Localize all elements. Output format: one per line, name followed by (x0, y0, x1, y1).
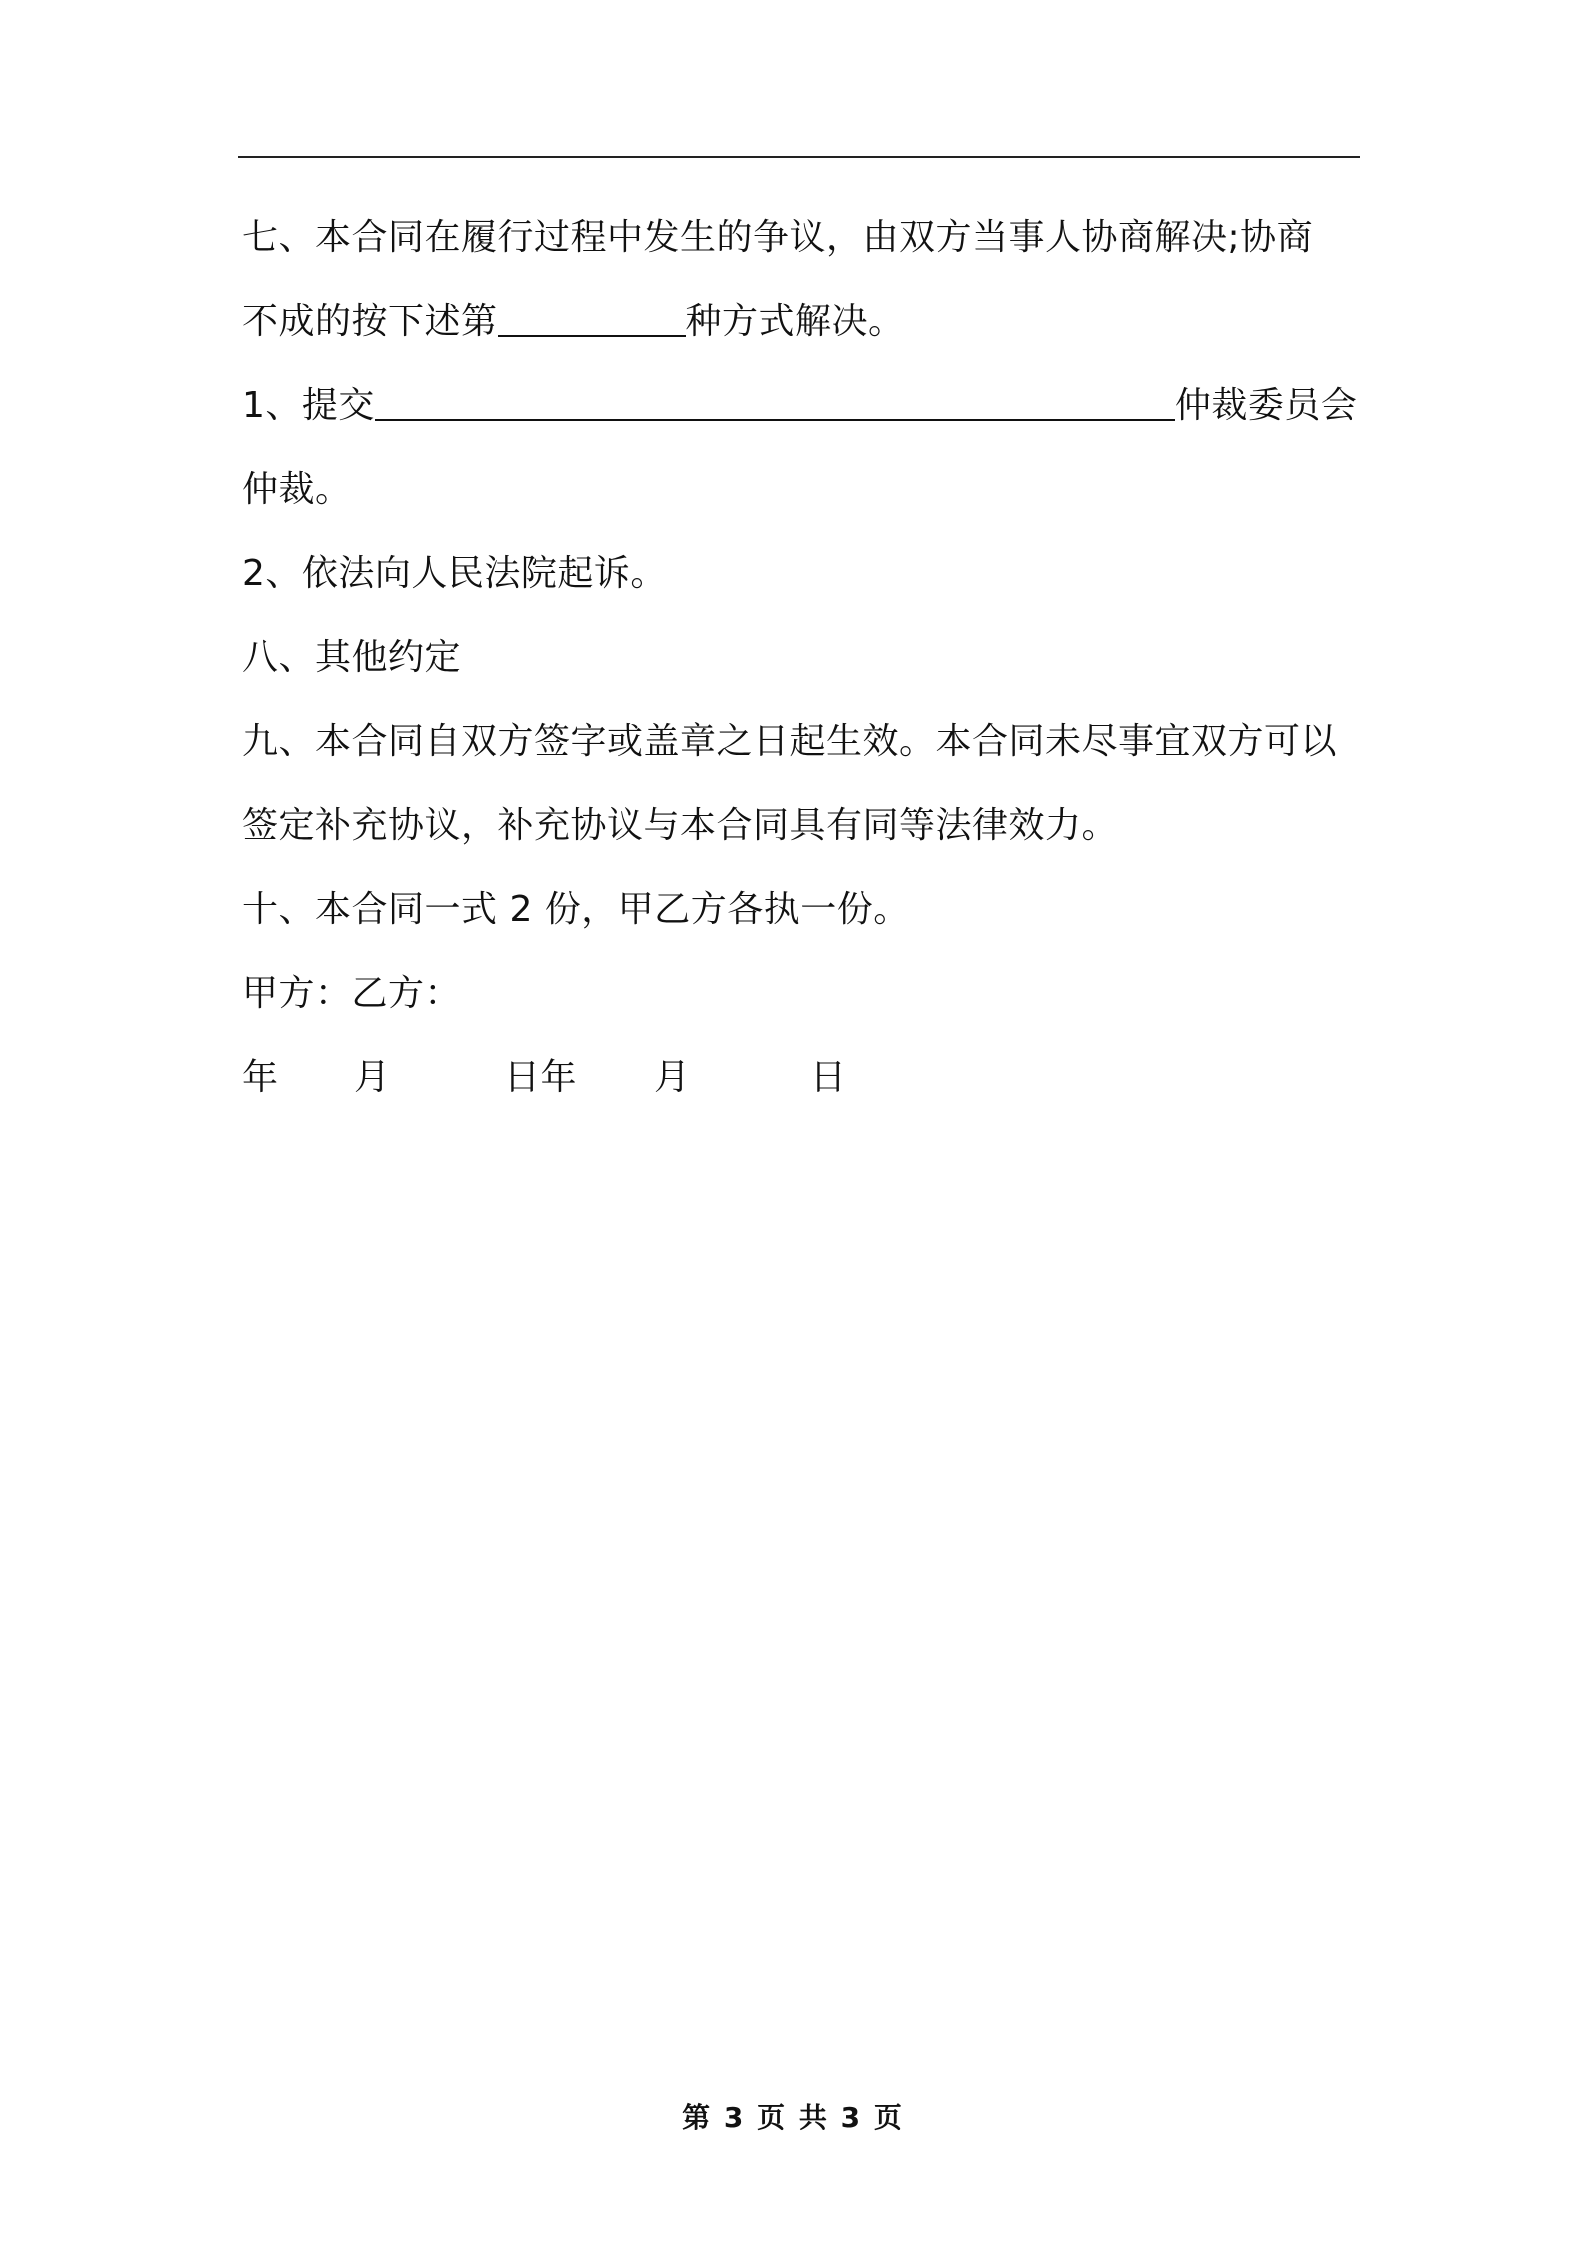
clause-10: 十、本合同一式 2 份，甲乙方各执一份。 (242, 889, 910, 930)
clause-8: 八、其他约定 (242, 637, 462, 678)
clause-7-line-1: 七、本合同在履行过程中发生的争议，由双方当事人协商解决;协商 (242, 217, 1314, 258)
clause-7-suffix: 种方式解决。 (685, 301, 905, 342)
date-month-1: 月 (354, 1057, 391, 1098)
date-line (242, 1036, 1360, 1120)
option-1-line-1 (242, 364, 1360, 448)
page-number: 第 3 页 共 3 页 (682, 2101, 904, 2134)
signature-line: 甲方：乙方： (242, 973, 462, 1014)
option-1-suffix: 仲裁委员会 (1174, 385, 1358, 426)
clause-7-line-2 (242, 280, 1360, 364)
option-2: 2、依法向人民法院起诉。 (242, 553, 667, 594)
clause-9-line-1: 九、本合同自双方签字或盖章之日起生效。本合同未尽事宜双方可以 (242, 721, 1338, 762)
date-day-1-year-2: 日年 (504, 1057, 578, 1098)
method-number-blank (498, 295, 686, 337)
clause-7-prefix: 不成的按下述第 (242, 301, 498, 342)
header-rule (238, 156, 1360, 158)
date-day-2: 日 (810, 1057, 847, 1098)
date-month-2: 月 (654, 1057, 691, 1098)
option-1-prefix: 1、提交 (242, 385, 375, 426)
arbitration-committee-blank (375, 379, 1175, 421)
date-year-1: 年 (242, 1057, 279, 1098)
document-body (242, 196, 1360, 1120)
clause-9-line-2: 签定补充协议，补充协议与本合同具有同等法律效力。 (242, 805, 1119, 846)
option-1-line-2: 仲裁。 (242, 469, 352, 510)
